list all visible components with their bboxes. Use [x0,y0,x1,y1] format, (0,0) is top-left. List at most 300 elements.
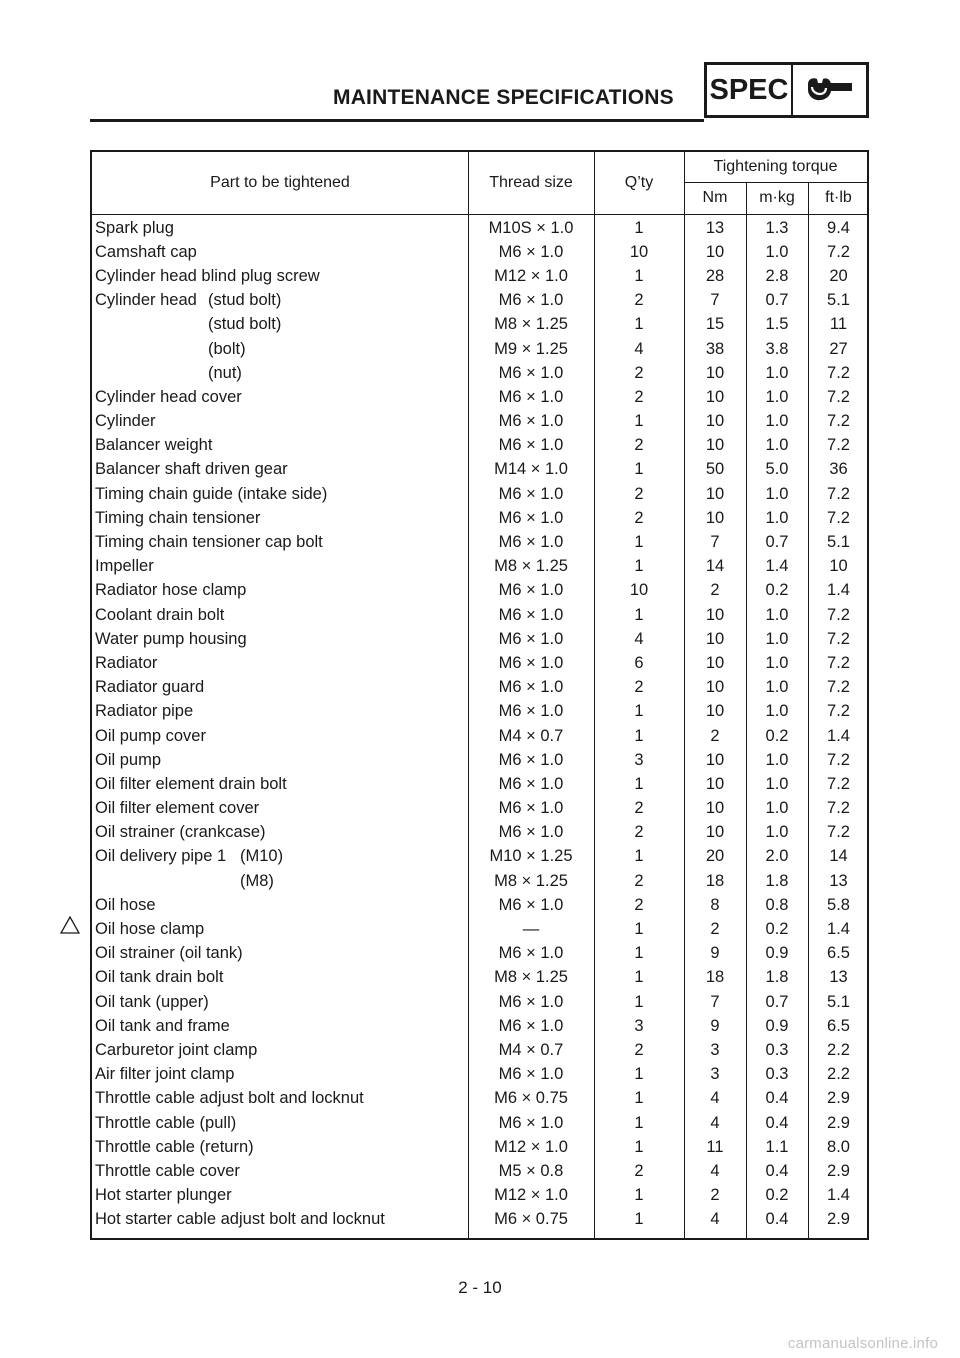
cell-qty: 2 [634,1040,644,1059]
cell-mkg: 0.2 [765,1186,789,1205]
cell-thread: M6 × 1.0 [498,702,564,721]
col-header-ftlb: ft·lb [825,189,852,206]
cell-qty: 1 [634,774,644,793]
cell-part [95,264,468,288]
cell-ftlb: 5.1 [827,533,850,552]
cell-qty: 2 [634,363,644,382]
col-header-torque: Tightening torque [684,152,867,183]
table-row [92,1184,867,1208]
cell-nm: 4 [710,1113,720,1132]
cell-mkg: 1.0 [765,678,789,697]
part-detail: (stud bolt) [208,315,282,334]
cell-qty: 1 [634,968,644,987]
cell-ftlb: 1.4 [827,581,850,600]
cell-mkg: 0.2 [765,581,789,600]
cell-thread: M8 × 1.25 [494,968,568,987]
table-row [92,385,867,409]
cell-qty: 6 [634,653,644,672]
cell-ftlb: 1.4 [827,726,850,745]
col-header-part: Part to be tightened [210,174,350,191]
cell-thread: M5 × 0.8 [498,1161,564,1180]
cell-part [95,385,468,409]
table-row [92,724,867,748]
cell-mkg: 0.7 [765,992,789,1011]
part-name: Oil delivery pipe 1 [95,847,227,866]
cell-nm: 10 [705,629,725,648]
cell-mkg: 1.0 [765,702,789,721]
cell-qty: 1 [634,533,644,552]
table-row [92,676,867,700]
cell-part [95,797,468,821]
cell-qty: 1 [634,1137,644,1156]
table-row [92,240,867,264]
part-name: Balancer shaft driven gear [95,460,288,479]
cell-ftlb: 7.2 [827,799,850,818]
table-row [92,530,867,554]
cell-ftlb: 9.4 [827,218,850,237]
cell-thread: M6 × 1.0 [498,412,564,431]
cell-thread: M6 × 0.75 [494,1089,568,1108]
cell-qty: 1 [634,412,644,431]
page-title: MAINTENANCE SPECIFICATIONS [333,86,674,109]
part-name: Radiator pipe [95,702,194,721]
cell-mkg: 0.2 [765,920,789,939]
cell-thread: M12 × 1.0 [494,1186,568,1205]
cell-part [95,289,468,313]
table-row [92,821,867,845]
cell-thread: M6 × 1.0 [498,533,564,552]
table-header [92,152,867,215]
cell-part [95,434,468,458]
part-name: Oil hose [95,895,156,914]
cell-nm: 15 [705,315,725,334]
cell-nm: 2 [710,581,720,600]
cell-mkg: 2.0 [765,847,789,866]
cell-part [95,651,468,675]
table-row [92,772,867,796]
cell-ftlb: 7.2 [827,774,850,793]
cell-part [95,917,468,941]
part-detail: (M8) [240,871,274,890]
cell-ftlb: 6.5 [827,1016,850,1035]
part-name: Spark plug [95,218,174,237]
table-row [92,555,867,579]
table-row [92,797,867,821]
cell-nm: 38 [705,339,725,358]
cell-ftlb: 7.2 [827,412,850,431]
table-body [92,215,867,1238]
table-row [92,434,867,458]
cell-ftlb: 7.2 [827,678,850,697]
cell-mkg: 0.9 [765,944,789,963]
part-name: Timing chain guide (intake side) [95,484,328,503]
wrench-icon [804,75,856,105]
cell-thread: M14 × 1.0 [494,460,568,479]
part-detail: (bolt) [208,339,246,358]
cell-ftlb: 7.2 [827,436,850,455]
cell-part [95,240,468,264]
cell-ftlb: 5.1 [827,291,850,310]
cell-ftlb: 7.2 [827,823,850,842]
cell-qty: 1 [634,992,644,1011]
cell-mkg: 0.7 [765,533,789,552]
cell-nm: 3 [710,1065,720,1084]
part-name: Oil tank drain bolt [95,968,224,987]
cell-thread: M6 × 1.0 [498,774,564,793]
part-name: Oil tank and frame [95,1016,230,1035]
cell-qty: 1 [634,315,644,334]
table-row [92,990,867,1014]
cell-qty: 1 [634,847,644,866]
cell-ftlb: 10 [829,557,848,576]
table-row [92,1208,867,1232]
cell-qty: 2 [634,387,644,406]
cell-qty: 2 [634,895,644,914]
part-name: Timing chain tensioner [95,508,261,527]
cell-part [95,482,468,506]
cell-qty: 1 [634,605,644,624]
part-detail: (nut) [208,363,242,382]
cell-qty: 1 [634,266,644,285]
cell-thread: M6 × 1.0 [498,1065,564,1084]
col-header-qty: Q’ty [624,174,654,191]
cell-ftlb: 2.9 [827,1089,850,1108]
cell-mkg: 1.0 [765,412,789,431]
cell-part [95,555,468,579]
cell-nm: 10 [705,702,725,721]
cell-qty: 2 [634,799,644,818]
cell-mkg: 1.0 [765,242,789,261]
cell-nm: 10 [705,653,725,672]
part-name: Cylinder head cover [95,387,242,406]
cell-mkg: 3.8 [765,339,789,358]
cell-ftlb: 14 [829,847,848,866]
cell-mkg: 1.0 [765,484,789,503]
cell-thread: M8 × 1.25 [494,557,568,576]
cell-part [95,627,468,651]
cell-qty: 2 [634,291,644,310]
cell-thread: M6 × 1.0 [498,944,564,963]
cell-nm: 28 [705,266,725,285]
table-row [92,264,867,288]
cell-qty: 2 [634,823,644,842]
cell-qty: 1 [634,1113,644,1132]
part-name: Coolant drain bolt [95,605,225,624]
cell-ftlb: 2.2 [827,1040,850,1059]
table-row [92,845,867,869]
cell-part [95,966,468,990]
cell-part [95,1063,468,1087]
cell-qty: 2 [634,1161,644,1180]
cell-part [95,410,468,434]
cell-mkg: 0.9 [765,1016,789,1035]
table-row [92,1159,867,1183]
table-row [92,1014,867,1038]
cell-nm: 10 [705,412,725,431]
watermark: carmanualsonline.info [787,1335,938,1352]
cell-nm: 50 [705,460,725,479]
part-name: Oil pump [95,750,162,769]
part-name: Throttle cable (pull) [95,1113,237,1132]
cell-nm: 20 [705,847,725,866]
cell-ftlb: 13 [829,871,848,890]
cell-mkg: 1.0 [765,363,789,382]
cell-qty: 1 [634,726,644,745]
cell-part [95,724,468,748]
cell-thread: M6 × 1.0 [498,508,564,527]
cell-part [95,990,468,1014]
cell-nm: 7 [710,533,720,552]
cell-qty: 3 [634,1016,644,1035]
part-detail: (stud bolt) [208,291,282,310]
cell-nm: 10 [705,508,725,527]
part-name: Oil strainer (oil tank) [95,944,243,963]
cell-nm: 8 [710,895,720,914]
cell-qty: 2 [634,678,644,697]
cell-thread: M4 × 0.7 [498,1040,564,1059]
cell-mkg: 1.0 [765,436,789,455]
cell-part [95,313,468,337]
table-row [92,506,867,530]
cell-thread: — [522,920,540,939]
cell-nm: 10 [705,678,725,697]
part-name: Balancer weight [95,436,213,455]
cell-thread: M6 × 1.0 [498,363,564,382]
cell-ftlb: 7.2 [827,750,850,769]
cell-thread: M6 × 1.0 [498,678,564,697]
cell-ftlb: 7.2 [827,363,850,382]
cell-part [95,1135,468,1159]
cell-thread: M6 × 1.0 [498,750,564,769]
part-name: Air filter joint clamp [95,1065,235,1084]
part-name: Carburetor joint clamp [95,1040,258,1059]
cell-nm: 10 [705,774,725,793]
table-row [92,1111,867,1135]
cell-nm: 3 [710,1040,720,1059]
table-row [92,966,867,990]
cell-mkg: 0.3 [765,1040,789,1059]
table-row [92,869,867,893]
cell-ftlb: 7.2 [827,605,850,624]
cell-nm: 10 [705,605,725,624]
cell-nm: 10 [705,387,725,406]
cell-mkg: 1.5 [765,315,789,334]
spec-badge: SPEC [704,62,792,118]
cell-nm: 10 [705,436,725,455]
cell-ftlb: 20 [829,266,848,285]
cell-nm: 7 [710,992,720,1011]
cell-nm: 10 [705,750,725,769]
cell-nm: 2 [710,1186,720,1205]
table-row [92,603,867,627]
part-name: Throttle cable adjust bolt and locknut [95,1089,364,1108]
part-name: Radiator hose clamp [95,581,247,600]
part-name: Throttle cable cover [95,1161,240,1180]
cell-nm: 9 [710,944,720,963]
cell-thread: M8 × 1.25 [494,315,568,334]
cell-nm: 10 [705,484,725,503]
cell-thread: M8 × 1.25 [494,871,568,890]
cell-qty: 2 [634,484,644,503]
cell-qty: 4 [634,339,644,358]
cell-part [95,216,468,240]
part-name: Water pump housing [95,629,247,648]
cell-mkg: 0.4 [765,1113,789,1132]
cell-ftlb: 2.9 [827,1210,850,1229]
cell-nm: 10 [705,242,725,261]
part-name: Oil pump cover [95,726,206,745]
cell-thread: M6 × 1.0 [498,1113,564,1132]
cell-thread: M9 × 1.25 [494,339,568,358]
cell-ftlb: 2.9 [827,1161,850,1180]
part-name: Timing chain tensioner cap bolt [95,533,323,552]
cell-thread: M6 × 1.0 [498,436,564,455]
cell-qty: 1 [634,1089,644,1108]
cell-qty: 2 [634,508,644,527]
cell-ftlb: 13 [829,968,848,987]
cell-thread: M12 × 1.0 [494,1137,568,1156]
cell-ftlb: 7.2 [827,629,850,648]
cell-nm: 4 [710,1210,720,1229]
cell-part [95,942,468,966]
cell-thread: M6 × 1.0 [498,387,564,406]
table-row [92,289,867,313]
cell-qty: 1 [634,1065,644,1084]
cell-ftlb: 2.2 [827,1065,850,1084]
cell-thread: M6 × 1.0 [498,581,564,600]
cell-mkg: 1.1 [765,1137,789,1156]
part-name: Oil hose clamp [95,920,205,939]
table-row [92,651,867,675]
part-name: Oil strainer (crankcase) [95,823,266,842]
cell-mkg: 1.0 [765,750,789,769]
cell-ftlb: 11 [829,315,848,334]
cell-nm: 14 [705,557,725,576]
cell-part [95,676,468,700]
cell-thread: M6 × 1.0 [498,823,564,842]
header-rule [90,119,704,122]
cell-ftlb: 8.0 [827,1137,850,1156]
cell-mkg: 1.0 [765,387,789,406]
cell-mkg: 1.8 [765,968,789,987]
part-name: Cylinder head blind plug screw [95,266,320,285]
cell-mkg: 0.4 [765,1210,789,1229]
cell-nm: 13 [705,218,725,237]
cell-ftlb: 6.5 [827,944,850,963]
part-name: Oil filter element drain bolt [95,774,287,793]
cell-part [95,579,468,603]
cell-part [95,1014,468,1038]
cell-mkg: 1.0 [765,774,789,793]
table-row [92,361,867,385]
cell-part [95,458,468,482]
cell-ftlb: 27 [829,339,848,358]
cell-part [95,700,468,724]
cell-part [95,603,468,627]
cell-thread: M6 × 1.0 [498,484,564,503]
part-name: Radiator guard [95,678,205,697]
table-row [92,216,867,240]
table-row [92,893,867,917]
table-row [92,458,867,482]
cell-part [95,845,468,869]
table-row [92,1135,867,1159]
cell-ftlb: 7.2 [827,653,850,672]
part-name: Hot starter cable adjust bolt and locknut [95,1210,385,1229]
cell-ftlb: 7.2 [827,702,850,721]
cell-mkg: 5.0 [765,460,789,479]
cell-thread: M6 × 1.0 [498,895,564,914]
cell-part [95,748,468,772]
cell-qty: 1 [634,702,644,721]
cell-nm: 4 [710,1089,720,1108]
page-number: 2 - 10 [458,1278,502,1297]
table-row [92,627,867,651]
cell-mkg: 0.8 [765,895,789,914]
warning-triangle-icon [60,916,80,934]
cell-qty: 2 [634,436,644,455]
cell-nm: 2 [710,920,720,939]
part-name: Hot starter plunger [95,1186,232,1205]
cell-qty: 1 [634,1210,644,1229]
table-row [92,942,867,966]
cell-ftlb: 1.4 [827,920,850,939]
cell-mkg: 1.0 [765,605,789,624]
cell-part [95,772,468,796]
cell-nm: 2 [710,726,720,745]
cell-part [95,1184,468,1208]
cell-part [95,337,468,361]
table-row [92,579,867,603]
cell-part [95,869,468,893]
table-row [92,482,867,506]
cell-qty: 3 [634,750,644,769]
cell-ftlb: 36 [829,460,848,479]
cell-qty: 1 [634,944,644,963]
table-row [92,313,867,337]
part-detail: (M10) [240,847,284,866]
cell-qty: 1 [634,920,644,939]
cell-part [95,1087,468,1111]
part-name: Impeller [95,557,154,576]
part-name: Camshaft cap [95,242,197,261]
cell-qty: 10 [629,581,649,600]
cell-mkg: 1.3 [765,218,789,237]
cell-mkg: 1.4 [765,557,789,576]
cell-mkg: 1.0 [765,629,789,648]
cell-mkg: 1.0 [765,653,789,672]
cell-ftlb: 1.4 [827,1186,850,1205]
part-name: Oil tank (upper) [95,992,209,1011]
cell-qty: 1 [634,218,644,237]
part-name: Cylinder [95,412,156,431]
table-row [92,748,867,772]
table-row [92,1087,867,1111]
cell-mkg: 0.4 [765,1161,789,1180]
table-row [92,337,867,361]
cell-thread: M6 × 1.0 [498,291,564,310]
part-name: Radiator [95,653,158,672]
cell-mkg: 0.7 [765,291,789,310]
cell-thread: M6 × 1.0 [498,242,564,261]
cell-nm: 10 [705,363,725,382]
cell-part [95,893,468,917]
cell-nm: 18 [705,871,725,890]
cell-nm: 11 [706,1137,724,1156]
cell-mkg: 2.8 [765,266,789,285]
part-name: Oil filter element cover [95,799,260,818]
table-row [92,917,867,941]
